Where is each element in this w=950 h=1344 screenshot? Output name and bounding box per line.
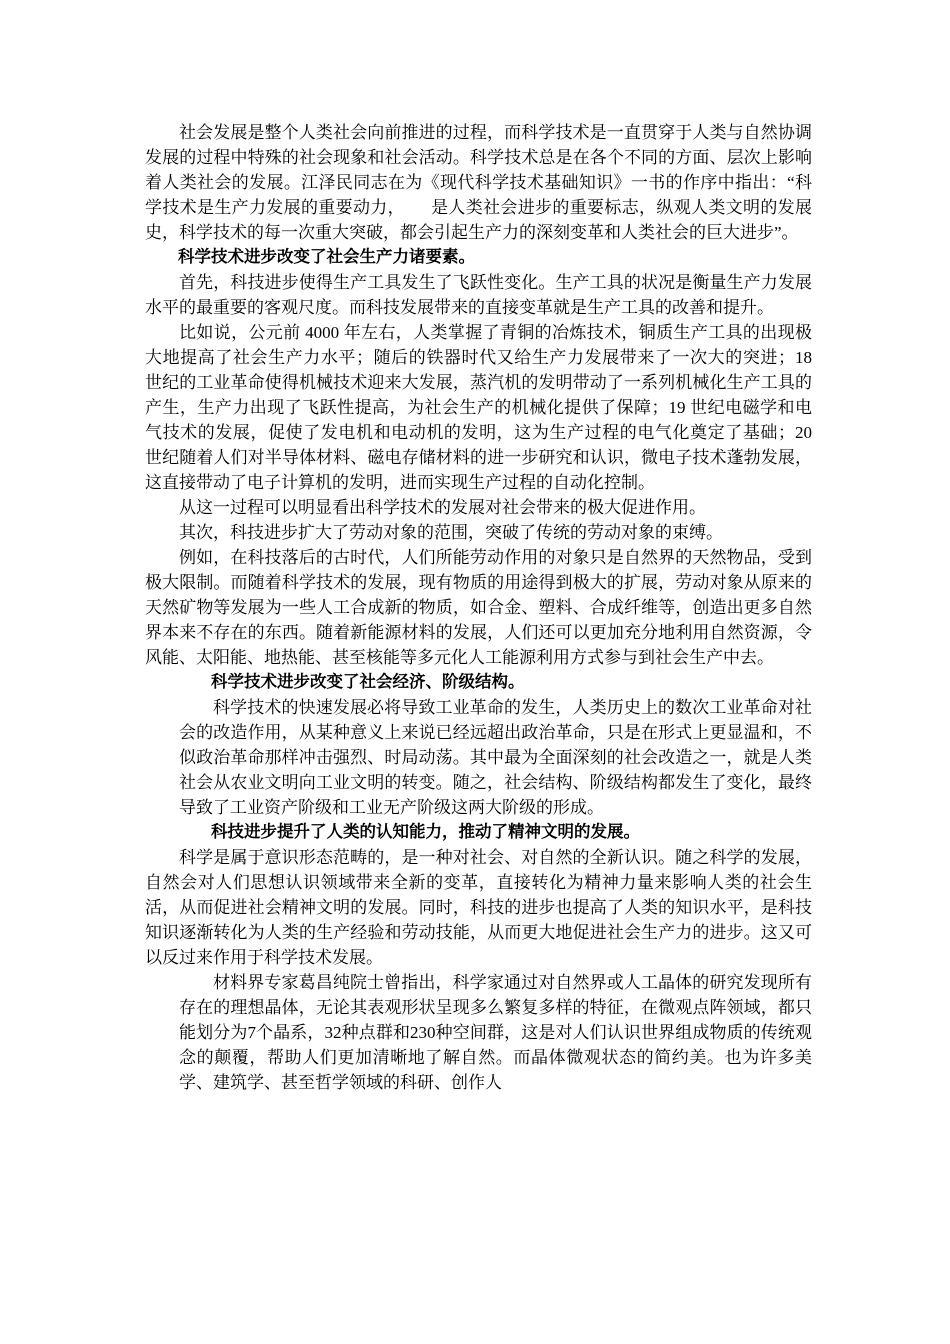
paragraph: 首先，科技进步使得生产工具发生了飞跃性变化。生产工具的状况是衡量生产力发展水平的最重要的客观尺度。而科技发展带来的直接变革就是生产工具的改善和提升。 [145, 273, 812, 317]
paragraph: 从这一过程可以明显看出科学技术的发展对社会带来的极大促进作用。 [179, 498, 706, 517]
paragraph: 材料界专家葛昌纯院士曾指出，科学家通过对自然界或人工晶体的研究发现所有存在的理想晶体，无论其表观形状呈现多么繁复多样的特征，在微观点阵领域，都只能划分为7个晶系，32种点群和230种空间群，这是对人们认识世界组成物质的传统观念的颠覆，帮助人们更加清晰地了解自然。而晶体微观状态的简约美。也为许多美学、建筑学、甚至哲学领域的科研、创作人 [179, 973, 812, 1092]
paragraph: 例如，在科技落后的古时代，人们所能劳动作用的对象只是自然界的天然物品，受到极大限制。而随着科学技术的发展，现有物质的用途得到极大的扩展，劳动对象从原来的天然矿物等发展为一些人工合成新的物质，如合金、塑料、合成纤维等，创造出更多自然界本来不存在的东西。随着新能源材料的发展，人们还可以更加充分地利用自然资源，令风能、太阳能、地热能、甚至核能等多元化人工能源利用方式参与到社会生产中去。 [145, 548, 812, 667]
section-heading: 科学技术进步改变了社会生产力诸要素。 [178, 248, 475, 266]
paragraph: 比如说，公元前 4000 年左右，人类掌握了青铜的冶炼技术，铜质生产工具的出现极大地提高了社会生产力水平；随后的铁器时代又给生产力发展带来了一次大的突进；18 世纪的工业革命使得机械技术迎来大发展，蒸汽机的发明带动了一系列机械化生产工具的产生，生产力出现了飞跃性提高，为社会生产的机械化提供了保障；19 世纪电磁学和电气技术的发展，促使了发电机和电动机的发明，这为生产过程的电气化奠定了基础；20 世纪随着人们对半导体材料、磁电存储材料的进一步研究和认识，微电子技术蓬勃发展，这直接带动了电子计算机的发明，进而实现生产过程的自动化控制。 [145, 323, 812, 492]
paragraph: 科学是属于意识形态范畴的，是一种对社会、对自然的全新认识。随之科学的发展，自然会对人们思想认识领域带来全新的变革，直接转化为精神力量来影响人类的社会生活，从而促进社会精神文明的发展。同时，科技的进步也提高了人类的知识水平，是科技知识逐渐转化为人类的生产经验和劳动技能，从而更大地促进社会生产力的进步。这又可以反过来作用于科学技术发展。 [145, 848, 812, 967]
paragraph: 科学技术的快速发展必将导致工业革命的发生，人类历史上的数次工业革命对社会的改造作用，从某种意义上来说已经远超出政治革命，只是在形式上更显温和，不似政治革命那样冲击强烈、时局动荡。其中最为全面深刻的社会改造之一，就是人类社会从农业文明向工业文明的转变。随之，社会结构、阶级结构都发生了变化，最终导致了工业资产阶级和工业无产阶级这两大阶级的形成。 [179, 698, 812, 817]
section-heading: 科学技术进步改变了社会经济、阶级结构。 [211, 673, 525, 691]
paragraph: 社会发展是整个人类社会向前推进的过程，而科学技术是一直贯穿于人类与自然协调发展的过程中特殊的社会现象和社会活动。科学技术总是在各个不同的方面、层次上影响着人类社会的发展。江泽民同志在为《现代科学技术基础知识》一书的作序中指出：“科学技术是生产力发展的重要动力， 是人类社会进步的重要标志，纵观人类文明的发展史，科学技术的每一次重大突破，都会引起生产力的深刻变革和人类社会的巨大进步”。 [145, 123, 812, 242]
section-heading: 科技进步提升了人类的认知能力，推动了精神文明的发展。 [211, 823, 640, 841]
document-body [145, 120, 812, 1095]
paragraph: 其次，科技进步扩大了劳动对象的范围，突破了传统的劳动对象的束缚。 [179, 523, 723, 542]
